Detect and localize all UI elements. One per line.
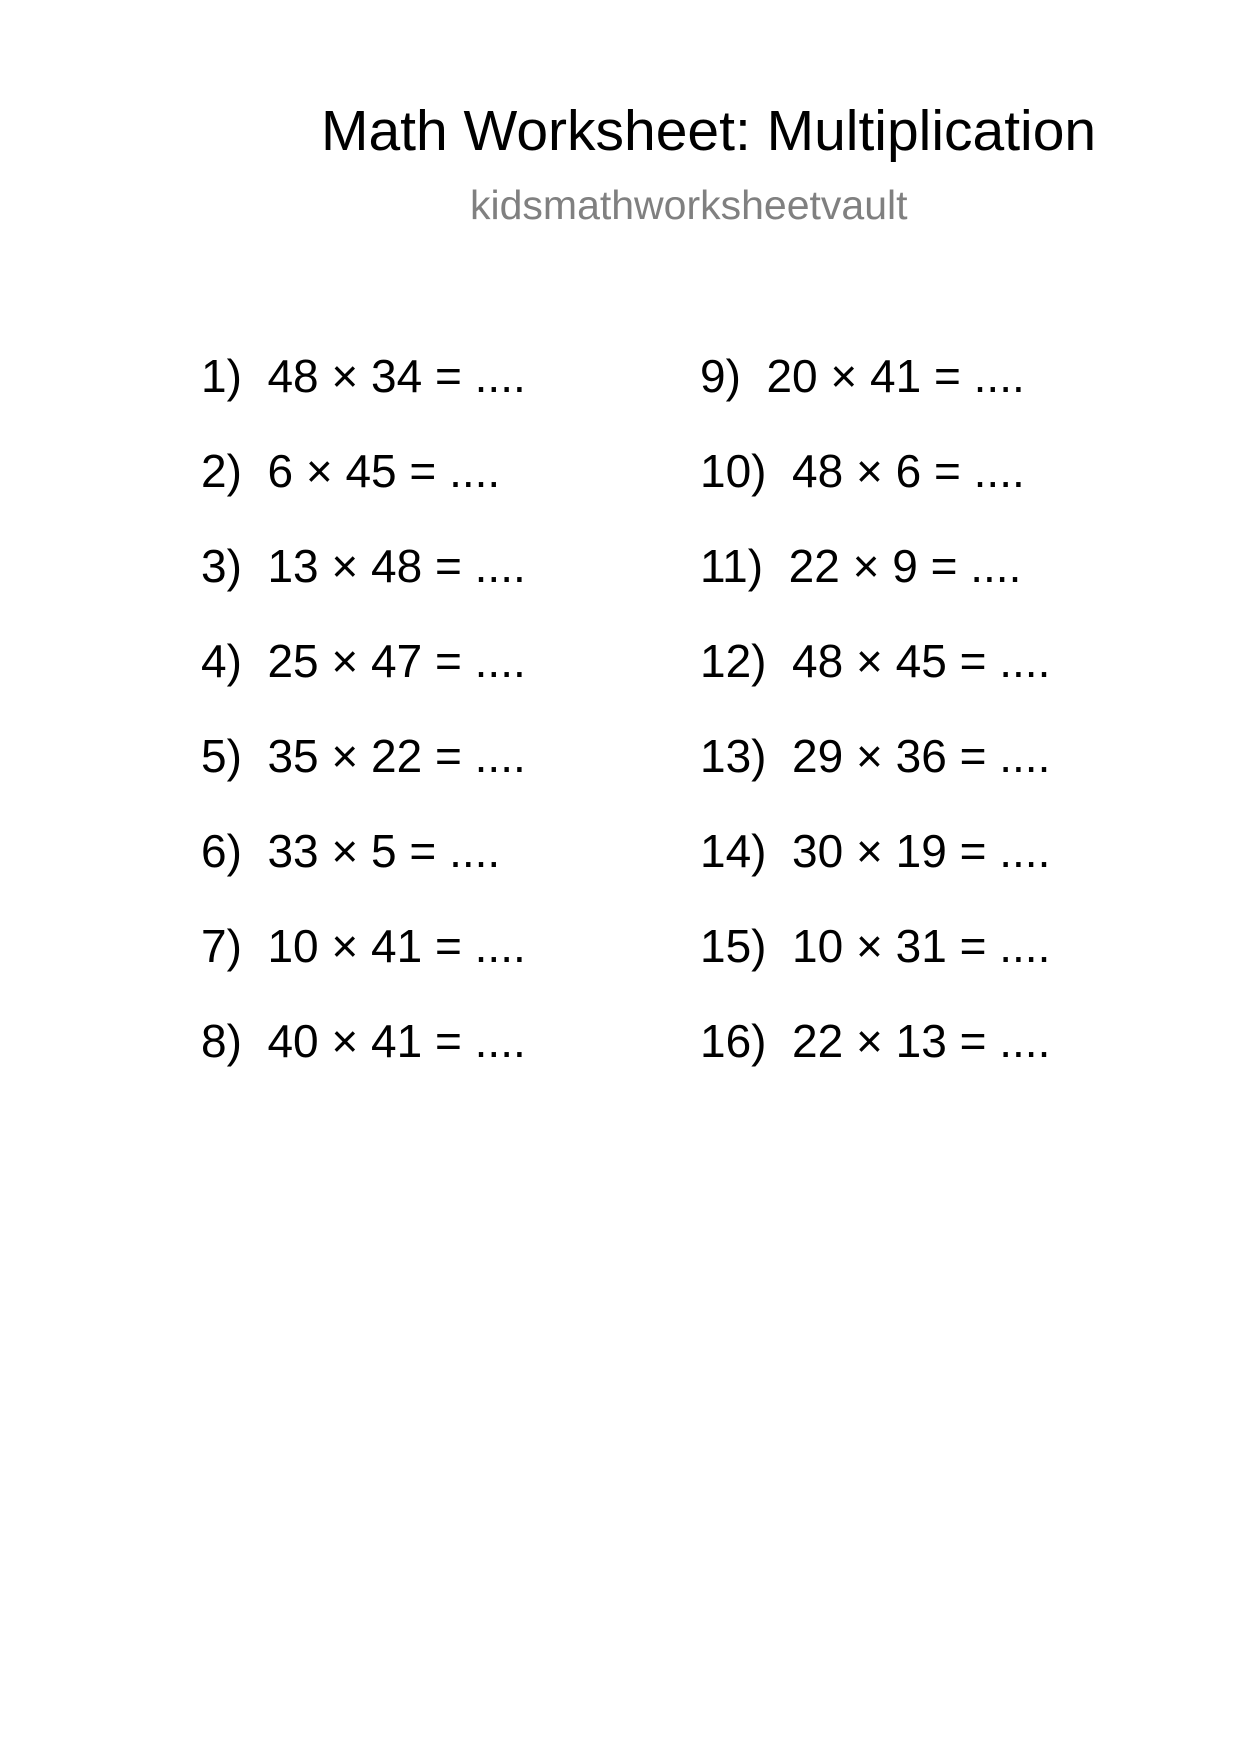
problem-expression: 48 × 6 = ....: [792, 445, 1025, 497]
problem-item: [201, 443, 526, 538]
problems-right-column: [700, 348, 1050, 1108]
problem-item: [201, 538, 526, 633]
problem-number: 2): [201, 445, 242, 497]
problems-left-column: [201, 348, 526, 1108]
problem-number: 15): [700, 920, 767, 972]
problem-expression: 30 × 19 = ....: [792, 825, 1051, 877]
problem-expression: 33 × 5 = ....: [267, 825, 501, 877]
problem-number: 14): [700, 825, 767, 877]
problem-item: [700, 728, 1050, 823]
problem-number: 9): [700, 350, 741, 402]
problem-number: 1): [201, 350, 242, 402]
problem-expression: 22 × 13 = ....: [792, 1015, 1051, 1067]
problem-expression: 10 × 31 = ....: [792, 920, 1051, 972]
problem-item: [201, 918, 526, 1013]
problem-item: [201, 348, 526, 443]
worksheet-title: Math Worksheet: Multiplication: [321, 99, 1097, 163]
problem-expression: 48 × 34 = ....: [267, 350, 526, 402]
problem-item: [201, 633, 526, 728]
problem-expression: 25 × 47 = ....: [267, 635, 526, 687]
problem-expression: 48 × 45 = ....: [792, 635, 1051, 687]
problem-expression: 10 × 41 = ....: [267, 920, 526, 972]
problem-number: 10): [700, 445, 767, 497]
problem-item: [201, 823, 526, 918]
problem-item: [700, 633, 1050, 728]
problem-expression: 29 × 36 = ....: [792, 730, 1051, 782]
problem-item: [201, 1013, 526, 1108]
problem-expression: 13 × 48 = ....: [267, 540, 526, 592]
worksheet-subtitle: kidsmathworksheetvault: [470, 182, 908, 228]
problem-number: 4): [201, 635, 242, 687]
problem-expression: 6 × 45 = ....: [267, 445, 501, 497]
problem-number: 3): [201, 540, 242, 592]
problem-item: [700, 538, 1050, 633]
problem-item: [700, 1013, 1050, 1108]
problem-number: 6): [201, 825, 242, 877]
problem-item: [201, 728, 526, 823]
problem-number: 16): [700, 1015, 767, 1067]
problem-number: 5): [201, 730, 242, 782]
problem-expression: 40 × 41 = ....: [267, 1015, 526, 1067]
problem-number: 12): [700, 635, 767, 687]
problem-number: 7): [201, 920, 242, 972]
problem-expression: 22 × 9 = ....: [788, 540, 1022, 592]
problem-expression: 20 × 41 = ....: [766, 350, 1025, 402]
problem-item: [700, 443, 1050, 538]
problem-expression: 35 × 22 = ....: [267, 730, 526, 782]
problem-number: 13): [700, 730, 767, 782]
problem-number: 11): [700, 540, 764, 592]
problem-item: [700, 918, 1050, 1013]
problem-item: [700, 348, 1050, 443]
problem-number: 8): [201, 1015, 242, 1067]
problem-item: [700, 823, 1050, 918]
